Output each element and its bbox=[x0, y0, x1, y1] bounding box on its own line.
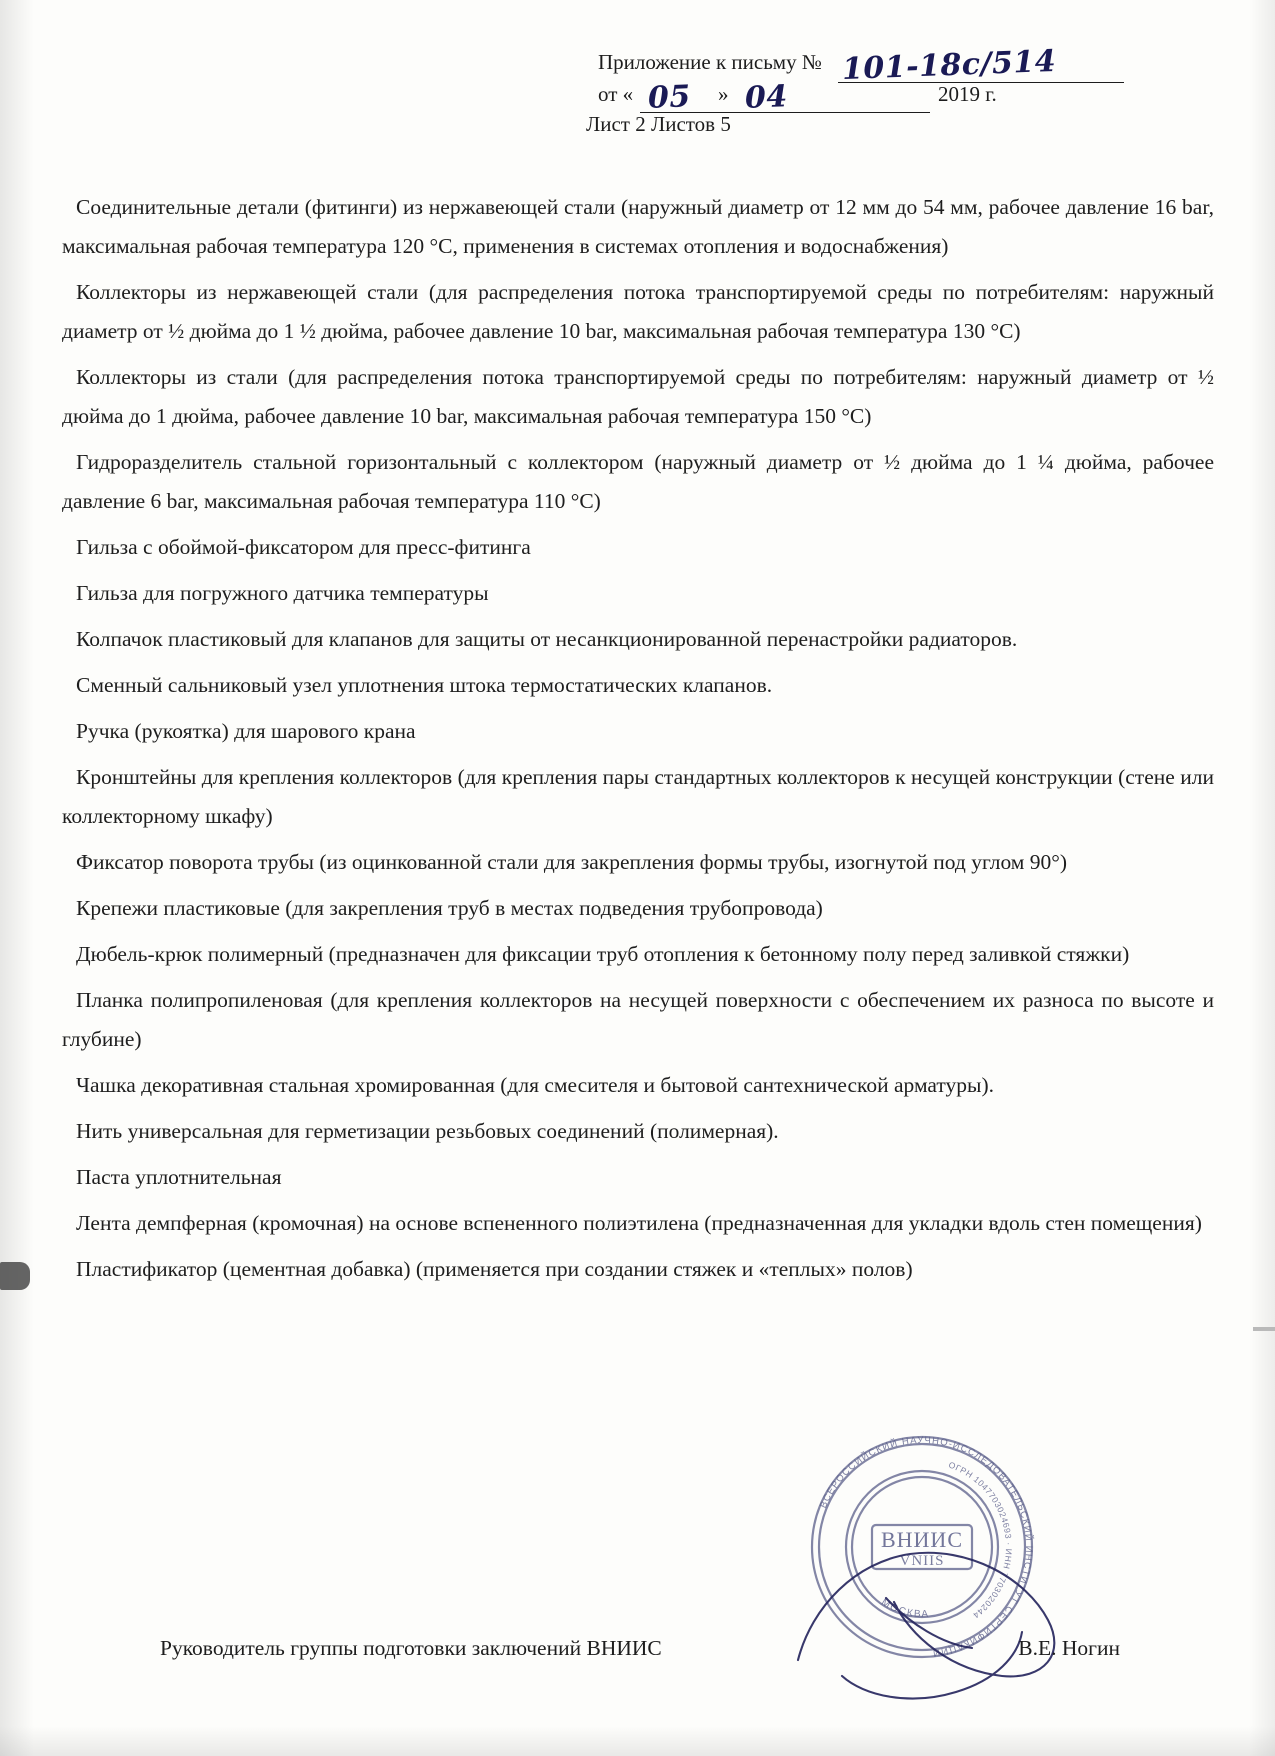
list-item: Крепежи пластиковые (для закрепления труб в местах подведения трубопровода) bbox=[76, 896, 823, 920]
list-item: Фиксатор поворота трубы (из оцинкованной стали для закрепления формы трубы, изогнутой под углом 90°) bbox=[76, 850, 1068, 874]
svg-text:МОСКВА: МОСКВА bbox=[879, 1597, 930, 1621]
from-label: от « bbox=[598, 82, 634, 106]
scan-edge-shading-right bbox=[1249, 0, 1275, 1756]
list-item: Лента демпферная (кромочная) на основе вспененного полиэтилена (предназначенная для укладки вдоль стен помещения) bbox=[76, 1211, 1202, 1235]
scan-edge-shading-bottom bbox=[0, 1726, 1275, 1756]
handwritten-signature bbox=[790, 1540, 1120, 1720]
list-item: Кронштейны для крепления коллекторов (для крепления пары стандартных коллекторов к несущей конструкции (стене или коллекторному шкафу) bbox=[62, 765, 1214, 828]
signature-row bbox=[160, 1636, 1160, 1661]
scan-artifact-blot bbox=[0, 1262, 30, 1290]
official-round-stamp bbox=[800, 1425, 1044, 1669]
from-month-handwritten: 04 bbox=[744, 79, 789, 116]
list-item: Ручка (рукоятка) для шарового крана bbox=[76, 719, 416, 743]
list-item: Нить универсальная для герметизации резьбовых соединений (полимерная). bbox=[76, 1119, 779, 1143]
list-item: Колпачок пластиковый для клапанов для защиты от несанкционированной перенастройки радиаторов. bbox=[76, 627, 1018, 651]
svg-text:ВНИИС: ВНИИС bbox=[880, 1527, 964, 1552]
document-body bbox=[62, 188, 1214, 1296]
list-item: Сменный сальниковый узел уплотнения штока термостатических клапанов. bbox=[76, 673, 773, 697]
list-item: Коллекторы из нержавеющей стали (для распределения потока транспортируемой среды по потребителям: наружный диаметр от ½ дюйма до 1 ½ дюйма, рабочее давление 10 bar, максимальная рабочая температура 130 °С) bbox=[62, 280, 1214, 343]
scan-artifact-mark bbox=[1253, 1327, 1275, 1331]
list-item: Гильза с обоймой-фиксатором для пресс-фитинга bbox=[76, 535, 531, 559]
year-label: 2019 г. bbox=[938, 82, 997, 106]
attachment-number-handwritten: 101-18с/514 bbox=[841, 43, 1057, 88]
list-item: Чашка декоративная стальная хромированная (для смесителя и бытовой сантехнической арматуры). bbox=[76, 1073, 995, 1097]
from-day-handwritten: 05 bbox=[647, 79, 692, 116]
list-item: Соединительные детали (фитинги) из нержавеющей стали (наружный диаметр от 12 мм до 54 мм, рабочее давление 16 bar, максимальная рабочая температура 120 °С, применения в системах отопления и водоснабжения) bbox=[62, 195, 1214, 258]
scan-edge-shading-left bbox=[0, 0, 34, 1756]
svg-text:ОГРН 1047703024693 · ИНН 77030: ОГРН 1047703024693 · ИНН 7703020244 bbox=[947, 1459, 1015, 1621]
sheet-label: Лист 2 Листов 5 bbox=[586, 112, 731, 136]
signature-role: Руководитель группы подготовки заключений ВНИИС bbox=[160, 1636, 662, 1660]
signature-name: В.Е. Ногин bbox=[1018, 1636, 1120, 1660]
list-item: Пластификатор (цементная добавка) (применяется при создании стяжек и «теплых» полов) bbox=[76, 1257, 913, 1281]
list-item: Коллекторы из стали (для распределения потока транспортируемой среды по потребителям: наружный диаметр от ½ дюйма до 1 дюйма, рабочее давление 10 bar, максимальная рабочая температура 150 °С) bbox=[62, 365, 1214, 428]
svg-text:ВСЕРОССИЙСКИЙ НАУЧНО-ИССЛЕДОВА: ВСЕРОССИЙСКИЙ НАУЧНО-ИССЛЕДОВАТЕЛЬСКИЙ ИНСТИТУТ СЕРТИФИКАЦИИ bbox=[817, 1434, 1035, 1659]
attachment-label: Приложение к письму № bbox=[598, 50, 822, 74]
list-item: Гидроразделитель стальной горизонтальный с коллектором (наружный диаметр от ½ дюйма до 1 ¼ дюйма, рабочее давление 6 bar, максимальная рабочая температура 110 °С) bbox=[62, 450, 1214, 513]
list-item: Паста уплотнительная bbox=[76, 1165, 282, 1189]
list-item: Дюбель-крюк полимерный (предназначен для фиксации труб отопления к бетонному полу перед заливкой стяжки) bbox=[76, 942, 1130, 966]
svg-text:VNIIS: VNIIS bbox=[899, 1553, 945, 1569]
list-item: Планка полипропиленовая (для крепления коллекторов на несущей поверхности с обеспечением их разноса по высоте и глубине) bbox=[62, 988, 1214, 1051]
from-quote-close: » bbox=[718, 82, 729, 106]
list-item: Гильза для погружного датчика температуры bbox=[76, 581, 489, 605]
